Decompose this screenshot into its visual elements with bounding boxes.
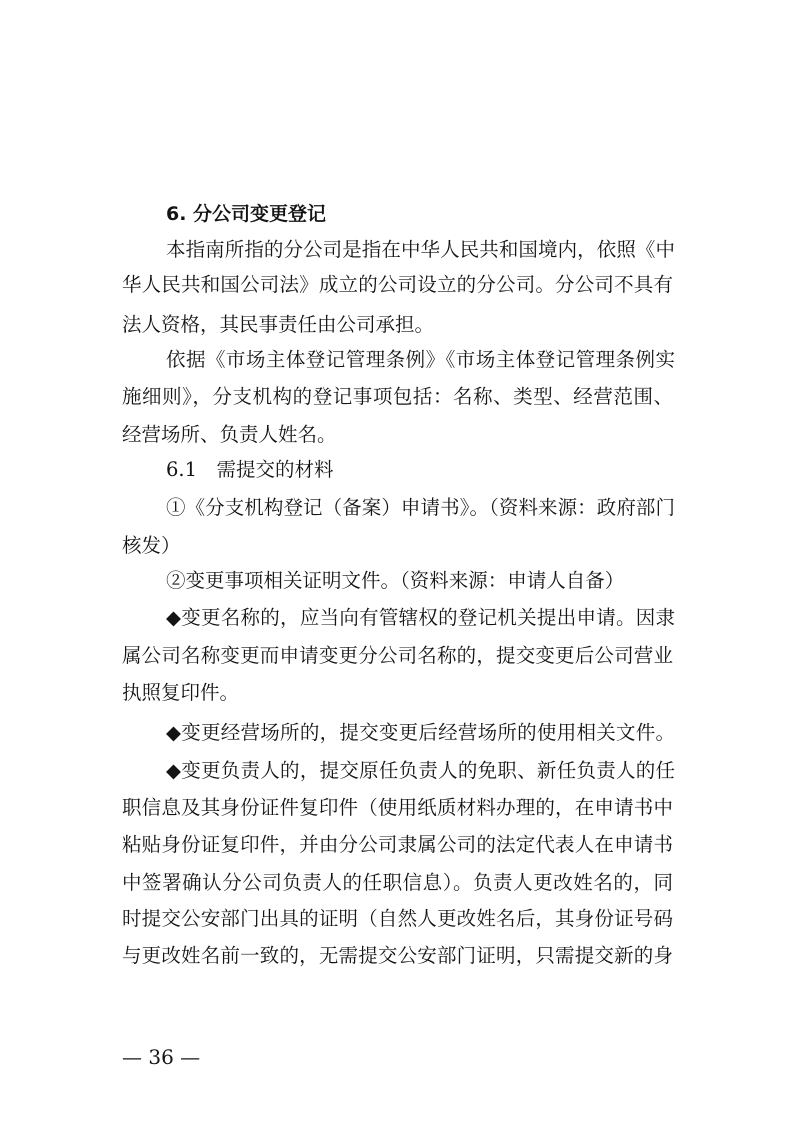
paragraph-line: 法人资格，其民事责任由公司承担。 [122,313,435,336]
paragraph-line: 施细则》，分支机构的登记事项包括：名称、类型、经营范围、 [122,385,673,408]
paragraph-line: 执照复印件。 [122,681,240,704]
paragraph-line: 职信息及其身份证件复印件（使用纸质材料办理的，在申请书中 [122,796,673,819]
paragraph-line: ◆变更经营场所的，提交变更后经营场所的使用相关文件。 [166,721,675,744]
paragraph-line: 核发） [122,534,181,557]
subsection-heading: 6.1 需提交的材料 [166,458,334,481]
paragraph-line: 属公司名称变更而申请变更分公司名称的，提交变更后公司营业 [122,644,673,667]
paragraph-line: 华人民共和国公司法》成立的公司设立的分公司。分公司不具有 [122,273,673,296]
section-heading: 6. 分公司变更登记 [166,203,327,225]
paragraph-line: 粘贴身份证复印件，并由分公司隶属公司的法定代表人在申请书 [122,833,673,856]
paragraph-line: 本指南所指的分公司是指在中华人民共和国境内，依照《中 [166,238,675,261]
paragraph-line: 与更改姓名前一致的，无需提交公安部门证明，只需提交新的身 [122,944,673,967]
paragraph-line: ◆变更名称的，应当向有管辖权的登记机关提出申请。因隶 [166,606,675,629]
paragraph-line: ①《分支机构登记（备案）申请书》。（资料来源：政府部门 [166,496,675,519]
page-number: — 36 — [122,1045,201,1069]
paragraph-line: 经营场所、负责人姓名。 [122,423,337,446]
paragraph-line: 中签署确认分公司负责人的任职信息）。负责人更改姓名的，同 [122,871,673,894]
paragraph-line: ◆变更负责人的，提交原任负责人的免职、新任负责人的任 [166,759,675,782]
paragraph-line: ②变更事项相关证明文件。（资料来源：申请人自备） [166,569,625,592]
paragraph-line: 时提交公安部门出具的证明（自然人更改姓名后，其身份证号码 [122,907,673,930]
paragraph-line: 依据《市场主体登记管理条例》《市场主体登记管理条例实 [166,348,675,371]
